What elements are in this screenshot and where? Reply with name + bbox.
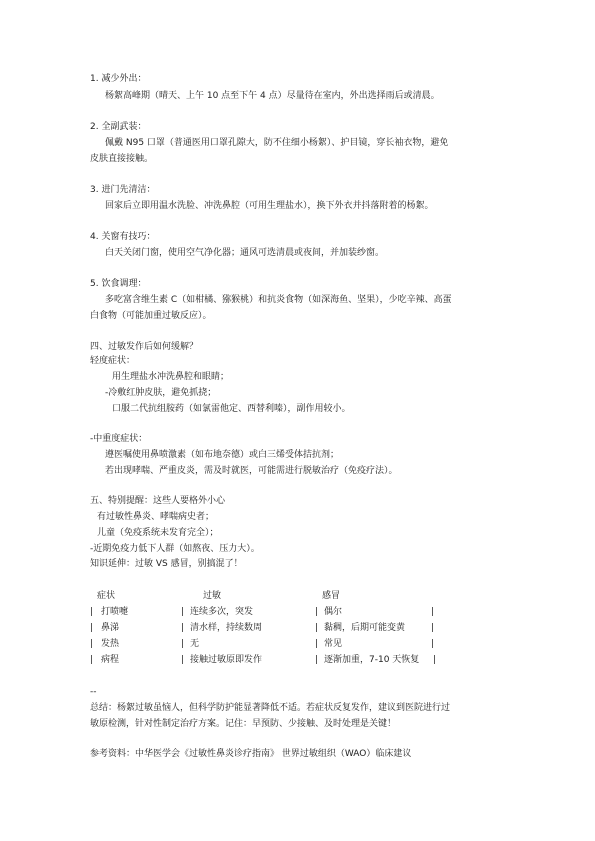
warning-title: 五、特别提醒：这些人要格外小心 [90, 496, 226, 506]
table-cell: 逐渐加重，7-10 天恢复 [324, 655, 420, 665]
section-5-body-line1: 多吃富含维生素 C（如柑橘、猕猴桃）和抗炎食物（如深海鱼、坚果），少吃辛辣、高蛋 [105, 295, 452, 305]
section-4-heading: 4. 关窗有技巧： [90, 232, 156, 242]
mild-item-3: 口服二代抗组胺药（如氯雷他定、西替利嗪），副作用较小。 [112, 404, 351, 414]
divider: -- [90, 687, 97, 697]
section-5-heading: 5. 饮食调理： [90, 279, 147, 289]
warning-item-3: -近期免疫力低下人群（如熬夜、压力大）。 [90, 544, 260, 554]
table-header-symptom: 症状 [97, 591, 116, 601]
table-cell: 连续多次，突发 [190, 607, 254, 617]
table-border: | [181, 607, 185, 617]
table-border: | [315, 655, 319, 665]
section-2-body-line2: 皮肤直接接触。 [90, 154, 154, 164]
table-border: | [315, 639, 319, 649]
mild-symptoms-label: 轻度症状： [90, 356, 136, 366]
section-2-heading: 2. 全副武装： [90, 122, 147, 132]
table-cell: 鼻涕 [101, 623, 120, 633]
summary-line2: 敏原检测，针对性制定治疗方案。记住：早预防、少接触、及时处理是关键！ [90, 719, 397, 729]
severe-symptoms-label: -中重度症状： [90, 434, 148, 444]
section-3-body: 回家后立即用温水洗脸、冲洗鼻腔（可用生理盐水），换下外衣并抖落附着的杨絮。 [105, 201, 434, 211]
table-header-cold: 感冒 [322, 591, 341, 601]
table-cell: 接触过敏原即发作 [190, 655, 263, 665]
table-cell: 黏稠，后期可能变黄 [324, 623, 406, 633]
section-4-body: 白天关闭门窗，使用空气净化器；通风可选清晨或夜间，并加装纱窗。 [105, 248, 385, 258]
table-cell: 病程 [101, 655, 120, 665]
table-border: | [315, 607, 319, 617]
table-border: | [433, 655, 437, 665]
table-border: | [90, 639, 94, 649]
table-border: | [90, 623, 94, 633]
table-border: | [431, 623, 435, 633]
table-border: | [431, 607, 435, 617]
mild-item-1: 用生理盐水冲洗鼻腔和眼睛； [112, 372, 230, 382]
table-cell: 偶尔 [324, 607, 343, 617]
summary-line1: 总结：杨絮过敏虽恼人，但科学防护能显著降低不适。若症状反复发作，建议到医院进行过 [90, 703, 451, 713]
table-border: | [90, 607, 94, 617]
warning-item-2: 儿童（免疫系统未发育完全）； [97, 528, 219, 538]
warning-item-1: 有过敏性鼻炎、哮喘病史者； [97, 512, 215, 522]
section-5-body-line2: 白食物（可能加重过敏反应）。 [90, 311, 212, 321]
section-3-heading: 3. 进门先清洁： [90, 185, 156, 195]
table-cell: 清水样，持续数周 [190, 623, 263, 633]
table-border: | [431, 639, 435, 649]
table-border: | [315, 623, 319, 633]
severe-item-2: 若出现哮喘、严重皮炎，需及时就医，可能需进行脱敏治疗（免疫疗法）。 [105, 466, 398, 476]
table-cell: 打喷嚏 [101, 607, 129, 617]
table-cell: 常见 [324, 639, 343, 649]
knowledge-extension: 知识延伸：过敏 VS 感冒，别搞混了！ [90, 559, 243, 569]
mild-item-2: -冷敷红肿皮肤，避免抓挠； [105, 388, 217, 398]
table-cell: 发热 [101, 639, 120, 649]
table-border: | [181, 623, 185, 633]
severe-item-1: 遵医嘱使用鼻喷激素（如布地奈德）或白三烯受体拮抗剂； [105, 450, 340, 460]
section-2-body-line1: 佩戴 N95 口罩（普通医用口罩孔隙大，防不住细小杨絮）、护目镜，穿长袖衣物，避免 [105, 138, 449, 148]
references: 参考资料：中华医学会《过敏性鼻炎诊疗指南》 世界过敏组织（WAO）临床建议 [90, 749, 412, 759]
relief-title: 四、过敏发作后如何缓解？ [90, 342, 199, 352]
table-header-allergy: 过敏 [203, 591, 222, 601]
table-border: | [90, 655, 94, 665]
section-1-heading: 1. 减少外出： [90, 74, 147, 84]
section-1-body: 杨絮高峰期（晴天、上午 10 点至下午 4 点）尽量待在室内，外出选择雨后或清晨。 [105, 91, 440, 101]
table-border: | [181, 639, 185, 649]
table-border: | [181, 655, 185, 665]
table-cell: 无 [190, 639, 200, 649]
